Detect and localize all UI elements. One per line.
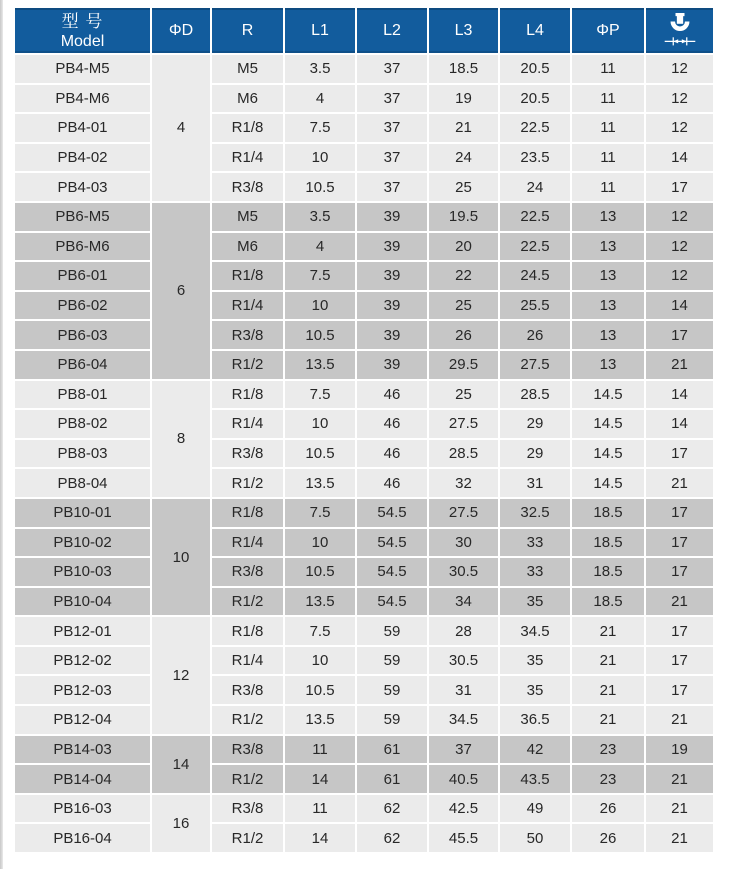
cell-l3: 22	[429, 262, 500, 292]
cell-r: R3/8	[212, 736, 285, 766]
cell-l3: 34.5	[429, 706, 500, 736]
cell-l3: 27.5	[429, 410, 500, 440]
cell-r: R3/8	[212, 440, 285, 470]
cell-l4: 20.5	[500, 85, 572, 115]
cell-p: 13	[572, 351, 646, 381]
cell-l2: 54.5	[357, 499, 429, 529]
col-header-model	[15, 8, 152, 55]
cell-l1: 10.5	[285, 321, 357, 351]
cell-s: 17	[646, 499, 715, 529]
cell-l4: 33	[500, 558, 572, 588]
cell-r: R1/4	[212, 529, 285, 559]
cell-s: 17	[646, 617, 715, 647]
cell-s: 14	[646, 144, 715, 174]
cell-model: PB8-01	[15, 381, 152, 411]
cell-d: 12	[152, 617, 212, 735]
cell-l2: 46	[357, 381, 429, 411]
cell-l1: 3.5	[285, 203, 357, 233]
table-row	[15, 647, 715, 677]
table-row	[15, 351, 715, 381]
cell-l3: 28	[429, 617, 500, 647]
cell-s: 17	[646, 529, 715, 559]
cell-l1: 10.5	[285, 440, 357, 470]
wrench-size-icon	[646, 8, 713, 53]
cell-model: PB12-01	[15, 617, 152, 647]
cell-s: 14	[646, 381, 715, 411]
cell-p: 11	[572, 114, 646, 144]
cell-l4: 29	[500, 410, 572, 440]
cell-l1: 13.5	[285, 469, 357, 499]
cell-model: PB16-03	[15, 795, 152, 825]
cell-d: 10	[152, 499, 212, 617]
cell-l3: 26	[429, 321, 500, 351]
table-row	[15, 736, 715, 766]
cell-model: PB6-M6	[15, 233, 152, 263]
cell-l2: 46	[357, 440, 429, 470]
cell-l2: 39	[357, 292, 429, 322]
cell-l2: 46	[357, 469, 429, 499]
table-row	[15, 469, 715, 499]
cell-l1: 10	[285, 410, 357, 440]
cell-r: R1/2	[212, 765, 285, 795]
cell-l1: 11	[285, 795, 357, 825]
cell-model: PB4-M5	[15, 55, 152, 85]
col-header-l1: L1	[285, 8, 357, 55]
cell-model: PB10-01	[15, 499, 152, 529]
cell-s: 21	[646, 795, 715, 825]
col-header-model-en: Model	[60, 32, 105, 50]
cell-r: R3/8	[212, 676, 285, 706]
cell-d: 14	[152, 736, 212, 795]
col-header-p: ΦP	[572, 8, 646, 55]
cell-l3: 27.5	[429, 499, 500, 529]
cell-l3: 25	[429, 292, 500, 322]
cell-r: R1/2	[212, 469, 285, 499]
cell-l1: 10	[285, 144, 357, 174]
cell-l4: 27.5	[500, 351, 572, 381]
table-row	[15, 85, 715, 115]
cell-p: 14.5	[572, 469, 646, 499]
header-row	[15, 8, 715, 55]
cell-r: R1/8	[212, 499, 285, 529]
cell-l3: 25	[429, 173, 500, 203]
table-row	[15, 233, 715, 263]
cell-l4: 31	[500, 469, 572, 499]
cell-l3: 30.5	[429, 558, 500, 588]
cell-s: 12	[646, 85, 715, 115]
cell-model: PB4-02	[15, 144, 152, 174]
cell-l1: 10.5	[285, 173, 357, 203]
cell-p: 26	[572, 795, 646, 825]
cell-model: PB12-02	[15, 647, 152, 677]
cell-p: 14.5	[572, 440, 646, 470]
table-row	[15, 617, 715, 647]
cell-model: PB12-03	[15, 676, 152, 706]
cell-s: 12	[646, 114, 715, 144]
cell-l4: 35	[500, 647, 572, 677]
cell-l1: 10	[285, 292, 357, 322]
cell-s: 12	[646, 203, 715, 233]
cell-model: PB6-01	[15, 262, 152, 292]
cell-p: 23	[572, 736, 646, 766]
cell-l2: 37	[357, 144, 429, 174]
cell-r: R1/8	[212, 114, 285, 144]
cell-s: 17	[646, 173, 715, 203]
cell-l2: 39	[357, 321, 429, 351]
cell-l1: 13.5	[285, 351, 357, 381]
cell-l3: 28.5	[429, 440, 500, 470]
cell-s: 14	[646, 292, 715, 322]
cell-l3: 30.5	[429, 647, 500, 677]
cell-p: 14.5	[572, 410, 646, 440]
cell-l2: 59	[357, 676, 429, 706]
cell-r: R1/8	[212, 617, 285, 647]
cell-l1: 10.5	[285, 558, 357, 588]
cell-l3: 18.5	[429, 55, 500, 85]
cell-l4: 22.5	[500, 233, 572, 263]
cell-l1: 7.5	[285, 617, 357, 647]
table-row	[15, 114, 715, 144]
cell-l1: 10.5	[285, 676, 357, 706]
table-row	[15, 706, 715, 736]
cell-l4: 24	[500, 173, 572, 203]
cell-l1: 13.5	[285, 588, 357, 618]
cell-l4: 20.5	[500, 55, 572, 85]
cell-l4: 49	[500, 795, 572, 825]
cell-model: PB10-03	[15, 558, 152, 588]
cell-l3: 21	[429, 114, 500, 144]
cell-r: R1/8	[212, 381, 285, 411]
cell-l3: 19.5	[429, 203, 500, 233]
cell-l2: 39	[357, 262, 429, 292]
table-row	[15, 499, 715, 529]
cell-r: M6	[212, 85, 285, 115]
table-row	[15, 824, 715, 854]
col-header-l2: L2	[357, 8, 429, 55]
cell-p: 23	[572, 765, 646, 795]
table-row	[15, 440, 715, 470]
cell-s: 21	[646, 706, 715, 736]
cell-model: PB16-04	[15, 824, 152, 854]
cell-p: 21	[572, 617, 646, 647]
cell-s: 19	[646, 736, 715, 766]
cell-l1: 14	[285, 824, 357, 854]
col-header-l3: L3	[429, 8, 500, 55]
cell-r: M6	[212, 233, 285, 263]
page-scan-edge	[0, 0, 3, 869]
cell-p: 13	[572, 292, 646, 322]
cell-r: R1/2	[212, 588, 285, 618]
cell-l4: 26	[500, 321, 572, 351]
table-row	[15, 55, 715, 85]
cell-model: PB6-04	[15, 351, 152, 381]
cell-l3: 25	[429, 381, 500, 411]
cell-l2: 61	[357, 736, 429, 766]
col-header-d: ΦD	[152, 8, 212, 55]
cell-l3: 19	[429, 85, 500, 115]
table-row	[15, 321, 715, 351]
cell-p: 13	[572, 233, 646, 263]
cell-p: 13	[572, 203, 646, 233]
col-header-r: R	[212, 8, 285, 55]
cell-d: 8	[152, 381, 212, 499]
cell-l4: 36.5	[500, 706, 572, 736]
cell-l4: 35	[500, 676, 572, 706]
cell-l4: 33	[500, 529, 572, 559]
col-header-l4: L4	[500, 8, 572, 55]
cell-l1: 14	[285, 765, 357, 795]
cell-s: 21	[646, 469, 715, 499]
cell-model: PB4-03	[15, 173, 152, 203]
cell-p: 11	[572, 85, 646, 115]
cell-model: PB14-03	[15, 736, 152, 766]
cell-model: PB6-M5	[15, 203, 152, 233]
cell-l1: 10	[285, 647, 357, 677]
cell-model: PB8-03	[15, 440, 152, 470]
cell-l3: 20	[429, 233, 500, 263]
cell-p: 13	[572, 262, 646, 292]
cell-model: PB6-02	[15, 292, 152, 322]
cell-s: 17	[646, 440, 715, 470]
cell-l3: 30	[429, 529, 500, 559]
cell-l3: 45.5	[429, 824, 500, 854]
cell-l1: 7.5	[285, 499, 357, 529]
cell-l3: 40.5	[429, 765, 500, 795]
cell-l1: 7.5	[285, 262, 357, 292]
cell-l4: 50	[500, 824, 572, 854]
cell-p: 11	[572, 173, 646, 203]
cell-r: R1/4	[212, 292, 285, 322]
cell-model: PB4-M6	[15, 85, 152, 115]
cell-l3: 37	[429, 736, 500, 766]
cell-l3: 34	[429, 588, 500, 618]
cell-l2: 37	[357, 55, 429, 85]
cell-l3: 42.5	[429, 795, 500, 825]
cell-r: R3/8	[212, 795, 285, 825]
cell-l2: 62	[357, 824, 429, 854]
cell-l2: 59	[357, 647, 429, 677]
table-row	[15, 410, 715, 440]
cell-p: 13	[572, 321, 646, 351]
cell-r: R1/4	[212, 144, 285, 174]
cell-r: R1/4	[212, 410, 285, 440]
table-row	[15, 203, 715, 233]
cell-s: 17	[646, 558, 715, 588]
cell-d: 4	[152, 55, 212, 203]
cell-l2: 61	[357, 765, 429, 795]
cell-s: 21	[646, 588, 715, 618]
cell-l4: 23.5	[500, 144, 572, 174]
cell-p: 21	[572, 706, 646, 736]
cell-l3: 31	[429, 676, 500, 706]
table-row	[15, 795, 715, 825]
cell-l4: 43.5	[500, 765, 572, 795]
cell-l3: 32	[429, 469, 500, 499]
cell-d: 6	[152, 203, 212, 381]
table-row	[15, 292, 715, 322]
cell-l2: 59	[357, 617, 429, 647]
cell-s: 12	[646, 262, 715, 292]
table-row	[15, 529, 715, 559]
spec-table-body	[15, 55, 715, 854]
cell-l1: 13.5	[285, 706, 357, 736]
cell-l4: 28.5	[500, 381, 572, 411]
cell-r: M5	[212, 203, 285, 233]
cell-l4: 34.5	[500, 617, 572, 647]
cell-p: 21	[572, 647, 646, 677]
cell-l2: 37	[357, 173, 429, 203]
cell-s: 12	[646, 233, 715, 263]
cell-l2: 39	[357, 203, 429, 233]
cell-p: 11	[572, 55, 646, 85]
cell-l4: 22.5	[500, 203, 572, 233]
cell-p: 21	[572, 676, 646, 706]
table-row	[15, 676, 715, 706]
cell-l3: 24	[429, 144, 500, 174]
cell-s: 17	[646, 321, 715, 351]
cell-l2: 59	[357, 706, 429, 736]
cell-l4: 29	[500, 440, 572, 470]
cell-r: R1/8	[212, 262, 285, 292]
cell-l2: 39	[357, 233, 429, 263]
cell-s: 17	[646, 647, 715, 677]
cell-model: PB10-04	[15, 588, 152, 618]
cell-r: R1/2	[212, 824, 285, 854]
cell-model: PB12-04	[15, 706, 152, 736]
cell-s: 21	[646, 765, 715, 795]
cell-d: 16	[152, 795, 212, 854]
cell-l1: 7.5	[285, 114, 357, 144]
cell-p: 14.5	[572, 381, 646, 411]
cell-p: 18.5	[572, 558, 646, 588]
cell-l1: 7.5	[285, 381, 357, 411]
cell-l1: 4	[285, 233, 357, 263]
cell-l1: 3.5	[285, 55, 357, 85]
cell-r: R3/8	[212, 558, 285, 588]
cell-l2: 62	[357, 795, 429, 825]
cell-l1: 10	[285, 529, 357, 559]
cell-r: R1/2	[212, 706, 285, 736]
cell-s: 21	[646, 351, 715, 381]
col-header-model-zh: 型 号	[61, 11, 104, 31]
cell-r: R3/8	[212, 321, 285, 351]
cell-r: R1/4	[212, 647, 285, 677]
table-row	[15, 765, 715, 795]
cell-l4: 24.5	[500, 262, 572, 292]
cell-l4: 25.5	[500, 292, 572, 322]
cell-l2: 54.5	[357, 558, 429, 588]
table-row	[15, 558, 715, 588]
cell-r: R3/8	[212, 173, 285, 203]
cell-r: R1/2	[212, 351, 285, 381]
cell-model: PB6-03	[15, 321, 152, 351]
col-header-wrench-size	[646, 8, 715, 55]
cell-l4: 42	[500, 736, 572, 766]
cell-l1: 11	[285, 736, 357, 766]
cell-p: 18.5	[572, 529, 646, 559]
table-row	[15, 381, 715, 411]
cell-l4: 35	[500, 588, 572, 618]
cell-s: 17	[646, 676, 715, 706]
cell-model: PB8-02	[15, 410, 152, 440]
cell-l4: 32.5	[500, 499, 572, 529]
cell-p: 18.5	[572, 499, 646, 529]
cell-l2: 54.5	[357, 588, 429, 618]
cell-s: 21	[646, 824, 715, 854]
cell-l2: 39	[357, 351, 429, 381]
cell-l2: 37	[357, 85, 429, 115]
cell-p: 11	[572, 144, 646, 174]
cell-l2: 54.5	[357, 529, 429, 559]
cell-l2: 37	[357, 114, 429, 144]
cell-l1: 4	[285, 85, 357, 115]
cell-l3: 29.5	[429, 351, 500, 381]
table-row	[15, 173, 715, 203]
cell-s: 12	[646, 55, 715, 85]
cell-model: PB4-01	[15, 114, 152, 144]
cell-l2: 46	[357, 410, 429, 440]
cell-r: M5	[212, 55, 285, 85]
cell-s: 14	[646, 410, 715, 440]
cell-model: PB8-04	[15, 469, 152, 499]
cell-p: 26	[572, 824, 646, 854]
cell-model: PB14-04	[15, 765, 152, 795]
table-row	[15, 262, 715, 292]
spec-table	[15, 8, 715, 854]
table-row	[15, 588, 715, 618]
table-row	[15, 144, 715, 174]
cell-model: PB10-02	[15, 529, 152, 559]
cell-l4: 22.5	[500, 114, 572, 144]
spec-table-header	[15, 8, 715, 55]
cell-p: 18.5	[572, 588, 646, 618]
